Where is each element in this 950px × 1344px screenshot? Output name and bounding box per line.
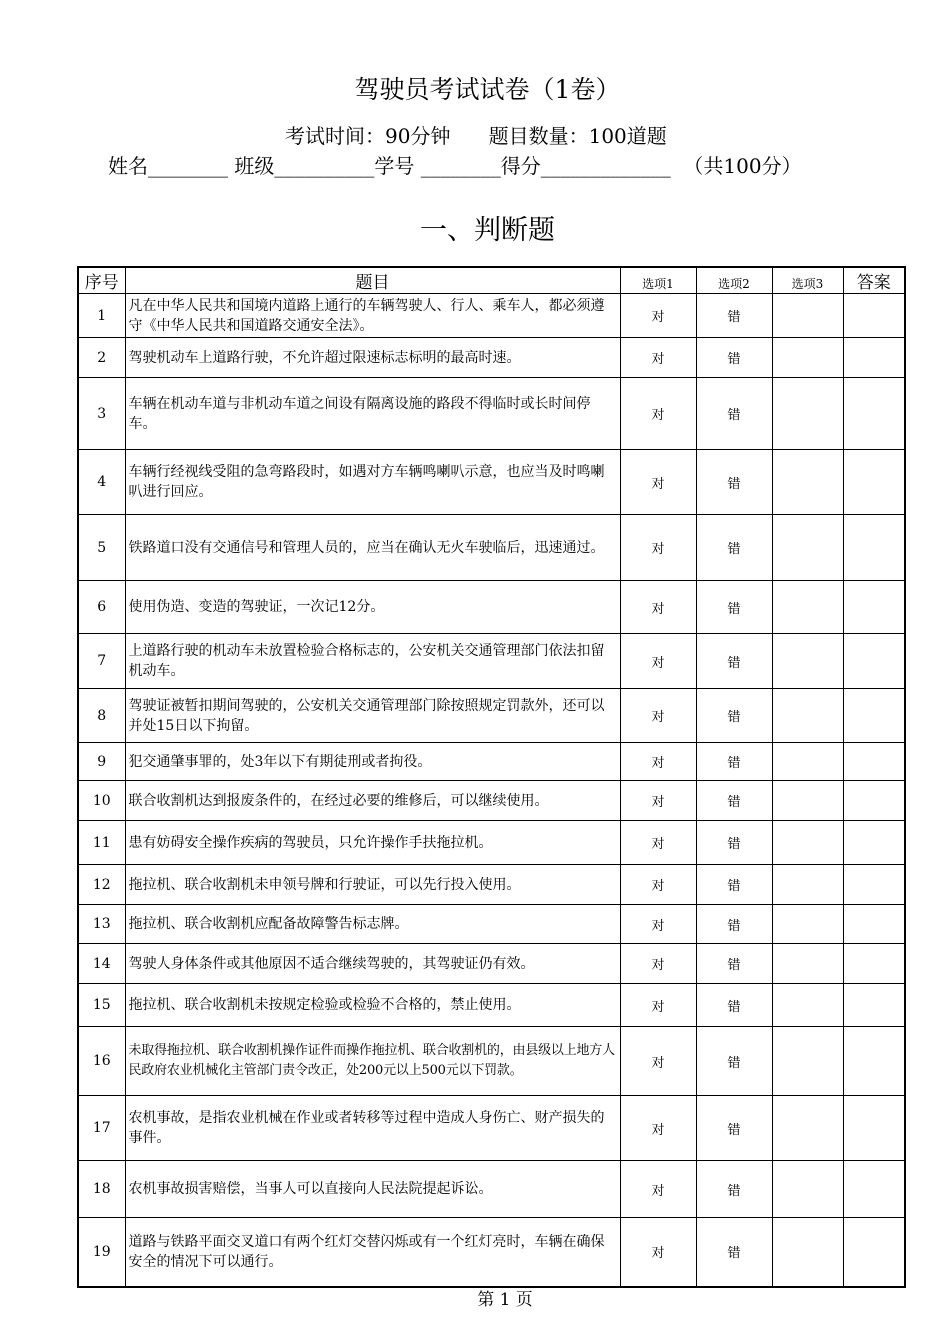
table-header-row xyxy=(78,267,905,294)
table-row xyxy=(78,944,905,984)
question-text: 犯交通肇事罪的，处3年以下有期徒刑或者拘役。 xyxy=(125,743,620,781)
option-1: 对 xyxy=(620,338,696,378)
option-1: 对 xyxy=(620,689,696,743)
table-row xyxy=(78,378,905,450)
option-2: 错 xyxy=(696,515,772,581)
question-text: 拖拉机、联合收割机未按规定检验或检验不合格的，禁止使用。 xyxy=(125,984,620,1027)
answer-cell[interactable] xyxy=(843,294,905,338)
option-3 xyxy=(772,450,843,515)
question-number: 19 xyxy=(78,1218,125,1287)
option-1: 对 xyxy=(620,581,696,634)
table-row xyxy=(78,743,905,781)
option-2: 错 xyxy=(696,743,772,781)
option-3 xyxy=(772,689,843,743)
table-row xyxy=(78,450,905,515)
answer-cell[interactable] xyxy=(843,515,905,581)
answer-cell[interactable] xyxy=(843,1161,905,1218)
option-2: 错 xyxy=(696,1218,772,1287)
question-number: 17 xyxy=(78,1096,125,1161)
answer-cell[interactable] xyxy=(843,743,905,781)
option-3 xyxy=(772,515,843,581)
answer-cell[interactable] xyxy=(843,944,905,984)
question-text: 铁路道口没有交通信号和管理人员的，应当在确认无火车驶临后，迅速通过。 xyxy=(125,515,620,581)
option-3 xyxy=(772,634,843,689)
option-1: 对 xyxy=(620,1096,696,1161)
question-number: 7 xyxy=(78,634,125,689)
question-number: 9 xyxy=(78,743,125,781)
option-2: 错 xyxy=(696,338,772,378)
option-2: 错 xyxy=(696,944,772,984)
table-row xyxy=(78,581,905,634)
question-number: 1 xyxy=(78,294,125,338)
question-number: 14 xyxy=(78,944,125,984)
answer-cell[interactable] xyxy=(843,984,905,1027)
answer-cell[interactable] xyxy=(843,689,905,743)
option-1: 对 xyxy=(620,944,696,984)
table-row xyxy=(78,294,905,338)
option-3 xyxy=(772,781,843,821)
answer-cell[interactable] xyxy=(843,581,905,634)
header-opt2: 选项2 xyxy=(696,267,772,294)
header-num: 序号 xyxy=(78,267,125,294)
table-row xyxy=(78,984,905,1027)
table-row xyxy=(78,1218,905,1287)
option-2: 错 xyxy=(696,905,772,944)
option-1: 对 xyxy=(620,515,696,581)
question-number: 13 xyxy=(78,905,125,944)
option-3 xyxy=(772,581,843,634)
option-1: 对 xyxy=(620,743,696,781)
answer-cell[interactable] xyxy=(843,634,905,689)
question-text: 车辆行经视线受阻的急弯路段时，如遇对方车辆鸣喇叭示意，也应当及时鸣喇叭进行回应。 xyxy=(125,450,620,515)
question-number: 5 xyxy=(78,515,125,581)
option-2: 错 xyxy=(696,294,772,338)
option-2: 错 xyxy=(696,689,772,743)
option-2: 错 xyxy=(696,581,772,634)
exam-subtitle: 考试时间：90分钟 题目数量：100道题 xyxy=(285,124,667,148)
question-text: 联合收割机达到报废条件的，在经过必要的维修后，可以继续使用。 xyxy=(125,781,620,821)
question-number: 2 xyxy=(78,338,125,378)
table-row xyxy=(78,515,905,581)
question-text: 使用伪造、变造的驾驶证，一次记12分。 xyxy=(125,581,620,634)
table-row xyxy=(78,821,905,865)
option-1: 对 xyxy=(620,1027,696,1096)
table-row xyxy=(78,905,905,944)
question-number: 16 xyxy=(78,1027,125,1096)
question-text: 农机事故损害赔偿，当事人可以直接向人民法院提起诉讼。 xyxy=(125,1161,620,1218)
question-text: 拖拉机、联合收割机应配备故障警告标志牌。 xyxy=(125,905,620,944)
question-number: 3 xyxy=(78,378,125,450)
answer-cell[interactable] xyxy=(843,378,905,450)
option-3 xyxy=(772,944,843,984)
option-2: 错 xyxy=(696,781,772,821)
answer-cell[interactable] xyxy=(843,1027,905,1096)
option-2: 错 xyxy=(696,634,772,689)
option-3 xyxy=(772,743,843,781)
answer-cell[interactable] xyxy=(843,1218,905,1287)
option-1: 对 xyxy=(620,1218,696,1287)
option-2: 错 xyxy=(696,984,772,1027)
table-row xyxy=(78,689,905,743)
option-3 xyxy=(772,294,843,338)
option-1: 对 xyxy=(620,781,696,821)
answer-cell[interactable] xyxy=(843,338,905,378)
student-info-fields: 姓名________ 班级__________学号 ________得分_____________ （共100分） xyxy=(108,154,802,178)
answer-cell[interactable] xyxy=(843,1096,905,1161)
answer-cell[interactable] xyxy=(843,450,905,515)
question-text: 未取得拖拉机、联合收割机操作证件而操作拖拉机、联合收割机的，由县级以上地方人民政府农业机械化主管部门责令改正，处200元以上500元以下罚款。 xyxy=(125,1027,620,1096)
table-row xyxy=(78,634,905,689)
option-3 xyxy=(772,984,843,1027)
page-footer: 第 1 页 xyxy=(477,1290,533,1310)
option-1: 对 xyxy=(620,634,696,689)
question-number: 8 xyxy=(78,689,125,743)
answer-cell[interactable] xyxy=(843,821,905,865)
question-text: 上道路行驶的机动车未放置检验合格标志的，公安机关交通管理部门依法扣留机动车。 xyxy=(125,634,620,689)
option-3 xyxy=(772,1096,843,1161)
option-3 xyxy=(772,905,843,944)
header-opt3: 选项3 xyxy=(772,267,843,294)
answer-cell[interactable] xyxy=(843,905,905,944)
question-number: 15 xyxy=(78,984,125,1027)
question-text: 道路与铁路平面交叉道口有两个红灯交替闪烁或有一个红灯亮时，车辆在确保安全的情况下可以通行。 xyxy=(125,1218,620,1287)
option-1: 对 xyxy=(620,821,696,865)
option-1: 对 xyxy=(620,1161,696,1218)
option-3 xyxy=(772,378,843,450)
question-text: 患有妨碍安全操作疾病的驾驶员，只允许操作手扶拖拉机。 xyxy=(125,821,620,865)
option-3 xyxy=(772,1027,843,1096)
question-number: 6 xyxy=(78,581,125,634)
option-3 xyxy=(772,1218,843,1287)
option-2: 错 xyxy=(696,865,772,905)
question-text: 凡在中华人民共和国境内道路上通行的车辆驾驶人、行人、乘车人，都必须遵守《中华人民共和国道路交通安全法》。 xyxy=(125,294,620,338)
option-1: 对 xyxy=(620,984,696,1027)
table-row xyxy=(78,338,905,378)
question-number: 11 xyxy=(78,821,125,865)
question-text: 车辆在机动车道与非机动车道之间设有隔离设施的路段不得临时或长时间停车。 xyxy=(125,378,620,450)
table-row xyxy=(78,1096,905,1161)
header-answer: 答案 xyxy=(843,267,905,294)
option-1: 对 xyxy=(620,294,696,338)
option-1: 对 xyxy=(620,378,696,450)
table-row xyxy=(78,1161,905,1218)
option-2: 错 xyxy=(696,1161,772,1218)
option-2: 错 xyxy=(696,821,772,865)
table-row xyxy=(78,865,905,905)
section-title: 一、判断题 xyxy=(420,215,555,246)
question-text: 驾驶人身体条件或其他原因不适合继续驾驶的，其驾驶证仍有效。 xyxy=(125,944,620,984)
header-opt1: 选项1 xyxy=(620,267,696,294)
option-3 xyxy=(772,1161,843,1218)
exam-title: 驾驶员考试试卷（1卷） xyxy=(354,75,621,104)
option-2: 错 xyxy=(696,450,772,515)
table-row xyxy=(78,781,905,821)
option-1: 对 xyxy=(620,865,696,905)
option-2: 错 xyxy=(696,1096,772,1161)
option-3 xyxy=(772,338,843,378)
questions-table xyxy=(77,266,906,1288)
option-2: 错 xyxy=(696,378,772,450)
option-1: 对 xyxy=(620,905,696,944)
question-text: 拖拉机、联合收割机未申领号牌和行驶证，可以先行投入使用。 xyxy=(125,865,620,905)
question-text: 农机事故，是指农业机械在作业或者转移等过程中造成人身伤亡、财产损失的事件。 xyxy=(125,1096,620,1161)
option-3 xyxy=(772,821,843,865)
header-question: 题目 xyxy=(125,267,620,294)
question-number: 10 xyxy=(78,781,125,821)
answer-cell[interactable] xyxy=(843,865,905,905)
question-number: 4 xyxy=(78,450,125,515)
option-1: 对 xyxy=(620,450,696,515)
table-row xyxy=(78,1027,905,1096)
option-3 xyxy=(772,865,843,905)
question-text: 驾驶机动车上道路行驶，不允许超过限速标志标明的最高时速。 xyxy=(125,338,620,378)
question-text: 驾驶证被暂扣期间驾驶的，公安机关交通管理部门除按照规定罚款外，还可以并处15日以下拘留。 xyxy=(125,689,620,743)
answer-cell[interactable] xyxy=(843,781,905,821)
option-2: 错 xyxy=(696,1027,772,1096)
question-number: 18 xyxy=(78,1161,125,1218)
question-number: 12 xyxy=(78,865,125,905)
